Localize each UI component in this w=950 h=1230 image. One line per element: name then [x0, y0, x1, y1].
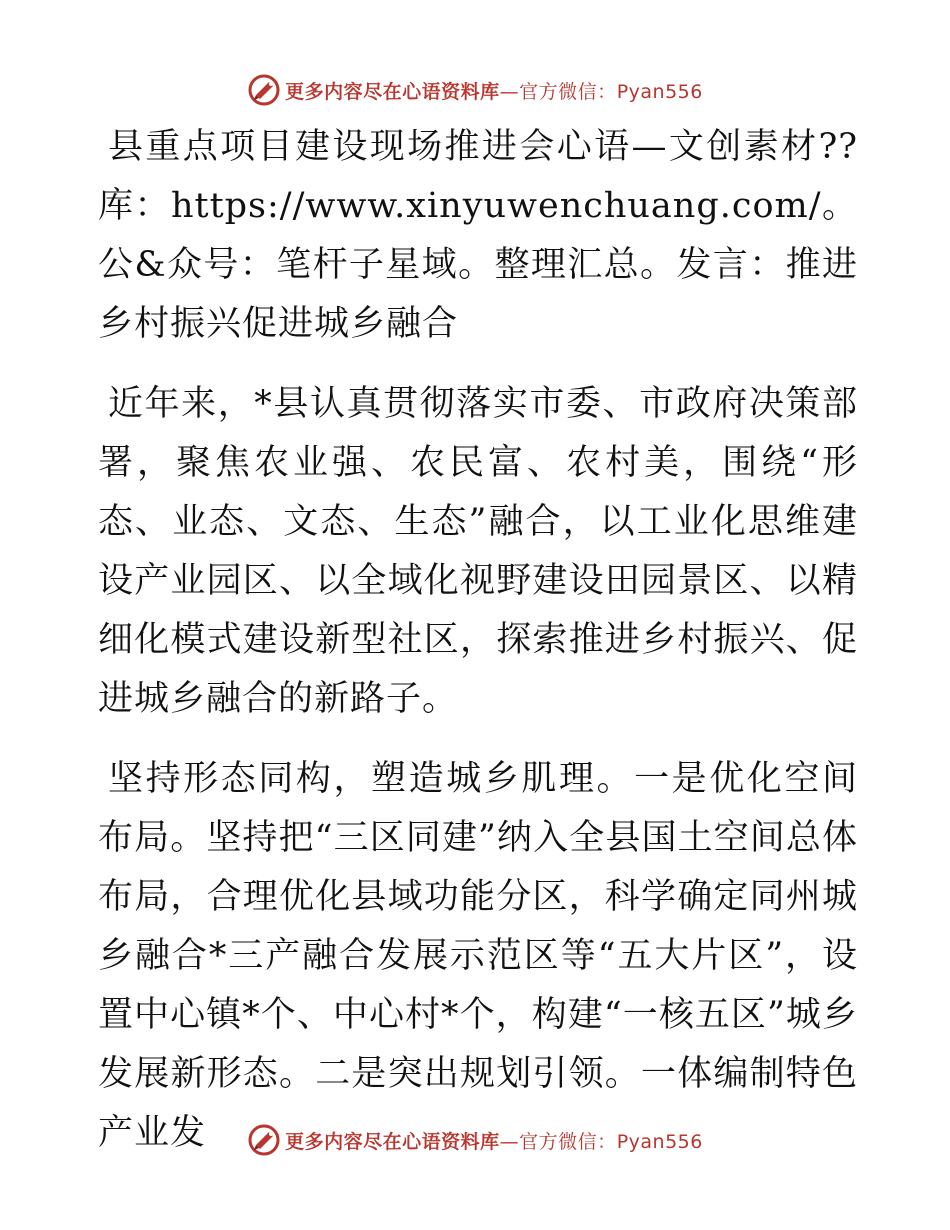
- document-body: [98, 118, 858, 1184]
- brand-logo-icon: [247, 1123, 281, 1157]
- watermark-text: [285, 1127, 703, 1154]
- watermark-official-label: 官方微信：: [519, 1130, 617, 1153]
- watermark-separator: —: [499, 80, 520, 103]
- watermark-wechat-id: Pyan556: [616, 1130, 703, 1153]
- watermark-wechat-id: Pyan556: [616, 80, 703, 103]
- paragraph-title: 县重点项目建设现场推进会心语—文创素材??库：https://www.xinyuwenchuang.com/。公&众号：笔杆子星域。整理汇总。发言：推进乡村振兴促进城乡融合: [98, 127, 858, 344]
- watermark-text: [285, 77, 703, 104]
- header-watermark: [0, 70, 950, 110]
- watermark-official-label: 官方微信：: [519, 80, 617, 103]
- watermark-brand: 更多内容尽在心语资料库: [285, 80, 500, 103]
- paragraph-body: 坚持形态同构，塑造城乡肌理。一是优化空间布局。坚持把“三区同建”纳入全县国土空间总体布局，合理优化县域功能分区，科学确定同州城乡融合*三产融合发展示范区等“五大片区”，设置中心镇*个、中心村*个，构建“一核五区”城乡发展新形态。二是突出规划引领。一体编制特色产业发: [98, 759, 858, 1153]
- paragraph-intro: 近年来，*县认真贯彻落实市委、市政府决策部署，聚焦农业强、农民富、农村美，围绕“形态、业态、文态、生态”融合，以工业化思维建设产业园区、以全域化视野建设田园景区、以精细化模式建设新型社区，探索推进乡村振兴、促进城乡融合的新路子。: [98, 384, 858, 719]
- brand-logo-icon: [247, 73, 281, 107]
- watermark-brand: 更多内容尽在心语资料库: [285, 1130, 500, 1153]
- watermark-separator: —: [499, 1130, 520, 1153]
- footer-watermark: [0, 1120, 950, 1160]
